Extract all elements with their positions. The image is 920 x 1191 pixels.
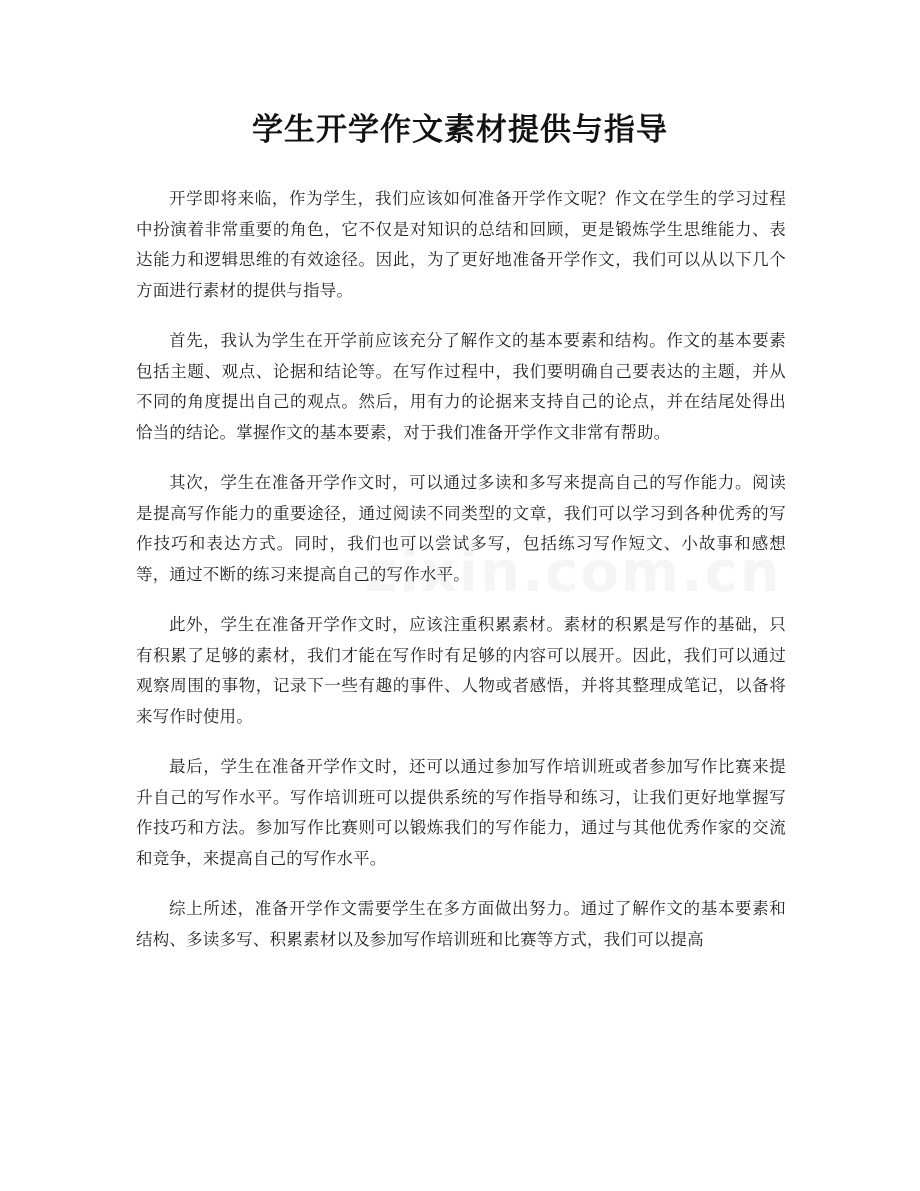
paragraph-intro: 开学即将来临，作为学生，我们应该如何准备开学作文呢？作文在学生的学习过程中扮演着非常重要的角色，它不仅是对知识的总结和回顾，更是锻炼学生思维能力、表达能力和逻辑思维的有效途径。因此，为了更好地准备开学作文，我们可以从以下几个方面进行素材的提供与指导。 (136, 189, 786, 300)
paragraph-first: 首先，我认为学生在开学前应该充分了解作文的基本要素和结构。作文的基本要素包括主题、观点、论据和结论等。在写作过程中，我们要明确自己要表达的主题，并从不同的角度提出自己的观点。然后，用有力的论据来支持自己的论点，并在结尾处得出恰当的结论。掌握作文的基本要素，对于我们准备开学作文非常有帮助。 (136, 331, 786, 442)
paragraph-third: 此外，学生在准备开学作文时，应该注重积累素材。素材的积累是写作的基础，只有积累了足够的素材，我们才能在写作时有足够的内容可以展开。因此，我们可以通过观察周围的事物，记录下一些有趣的事件、人物或者感悟，并将其整理成笔记，以备将来写作时使用。 (136, 615, 786, 726)
paragraph-summary: 综上所述，准备开学作文需要学生在多方面做出努力。通过了解作文的基本要素和结构、多读多写、积累素材以及参加写作培训班和比赛等方式，我们可以提高 (136, 899, 786, 949)
paragraph-fourth: 最后，学生在准备开学作文时，还可以通过参加写作培训班或者参加写作比赛来提升自己的写作水平。写作培训班可以提供系统的写作指导和练习，让我们更好地掌握写作技巧和方法。参加写作比赛则可以锻炼我们的写作能力，通过与其他优秀作家的交流和竞争，来提高自己的写作水平。 (136, 757, 786, 868)
document-title: 学生开学作文素材提供与指导 (252, 112, 668, 148)
document-body (136, 184, 786, 975)
paragraph-second: 其次，学生在准备开学作文时，可以通过多读和多写来提高自己的写作能力。阅读是提高写作能力的重要途径，通过阅读不同类型的文章，我们可以学习到各种优秀的写作技巧和表达方式。同时，我们也可以尝试多写，包括练习写作短文、小故事和感想等，通过不断的练习来提高自己的写作水平。 (136, 473, 786, 584)
